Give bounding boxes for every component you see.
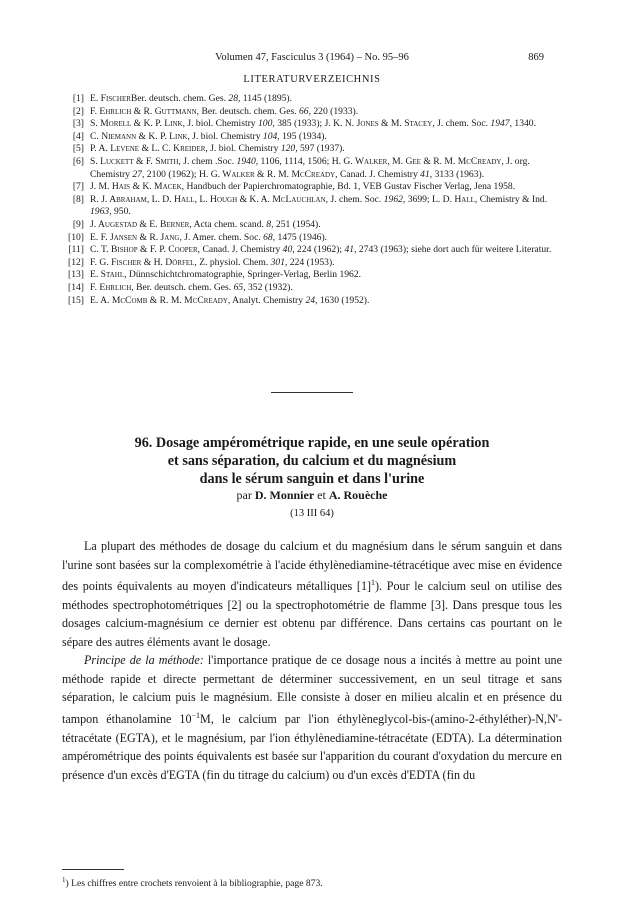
reference-authors: R. J. Abraham, L. D. Hall, L. Hough & K. A. McLauchlan [90,193,326,205]
byline [0,488,624,503]
reference-text [90,156,552,181]
reference-text [90,232,552,245]
reference-item [68,118,552,131]
reference-authors: S. Luckett & F. Smith [90,155,179,167]
reference-authors: J. M. Hais & K. Macek [90,181,182,193]
paragraph [62,537,562,651]
reference-volume: 24 [305,294,316,306]
reference-text [90,131,552,144]
reference-text [90,106,552,119]
reference-number: [13] [68,269,84,281]
reference-text [90,181,552,194]
page-number: 869 [528,52,544,63]
reference-source: , J. chem. Soc. [325,193,384,205]
reference-authors: H. G. Walker, M. Gee & R. M. McCready [331,155,502,167]
reference-text [90,257,552,270]
reference-volume: 28 [228,93,238,104]
reference-authors: C. Niemann & K. P. Link [90,130,188,142]
reference-text [90,269,552,282]
received-date: (13 III 64) [290,508,334,519]
reference-item [68,244,552,257]
footnote-divider [62,869,124,870]
reference-source: , 224 (1962); [292,244,345,256]
reference-source: , J. biol. Chemistry [205,143,281,155]
reference-source: , 1145 (1895). [238,93,293,104]
reference-source: , 220 (1933). [308,105,359,117]
reference-source: , J. biol. Chemistry [187,130,263,142]
reference-item [68,143,552,156]
reference-number: [5] [72,143,84,155]
reference-volume: 1947 [490,118,510,130]
reference-authors: H. G. Walker & R. M. McCready [199,168,336,180]
reference-number: [8] [72,193,84,205]
reference-number: [3] [72,118,84,130]
reference-number: [1] [72,93,84,104]
byline-et: et [317,488,326,502]
reference-number: [14] [68,281,84,293]
byline-par: par [236,488,252,502]
reference-text [90,219,552,232]
reference-number: [10] [68,231,84,243]
reference-authors: E. Fischer [90,93,131,104]
reference-source: , Handbuch der Papierchromatographie, Bd. 1, VEB Gustav Fischer Verlag, Jena 1958. [181,181,516,193]
reference-source: , 3133 (1963). [429,168,485,180]
reference-text [90,282,552,295]
reference-text [90,118,552,131]
reference-volume: 41 [420,168,430,180]
reference-list [68,93,552,307]
reference-number: [4] [72,130,84,142]
reference-text [90,93,552,106]
exponent: −1 [191,710,201,720]
reference-source: , 1475 (1946). [272,231,328,243]
reference-volume: 66 [298,105,309,117]
reference-source: Ber. deutsch. chem. Ges. [130,93,229,104]
reference-authors: S. Morell & K. P. Link [90,118,183,130]
reference-source: , 2743 (1963); siehe dort auch für weitere Literatur. [354,244,552,256]
reference-source: , Dünnschichtchromatographie, Springer-Verlag, Berlin 1962. [124,269,362,281]
reference-source: , J. Amer. chem. Soc. [179,231,264,243]
reference-number: [6] [72,155,84,167]
reference-source: , Ber. deutsch. chem. Ges. [131,281,234,293]
reference-authors: E. A. McComb & R. M. McCready [90,294,228,306]
article-body [62,537,562,784]
reference-source: , 1630 (1952). [315,294,370,306]
reference-number: [15] [68,294,84,306]
footnote-ref[interactable]: 1 [371,578,376,588]
paragraph-text: M, le calcium par l'ion éthylèneglycol-bis-(amino-2-éthyléther)-N,N'-tétracétate (EGTA), et le magnésium, par l'ion éthylènediamine-tétracétate (EDTA). La détermination ampérométrique des points équivalents est basée sur l'apparition du courant d'oxydation du mercure en présence d'un excès d'EGTA (fin du titrage du calcium) ou d'un excès d'EDTA (fin du [62,711,563,782]
reference-volume: 27 [132,168,142,180]
reference-volume: 8 [266,218,272,230]
reference-authors: F. G. Fischer & H. Dörfel [90,256,195,268]
reference-source: , 950. [109,206,131,218]
reference-source: , Canad. J. Chemistry [197,244,283,256]
article-title [60,435,564,488]
reference-text [90,143,552,156]
reference-source: , 3699; [402,193,432,205]
title-line: dans le sérum sanguin et dans l'urine [199,470,425,487]
reference-text [90,295,552,308]
reference-source: , 385 (1933); [272,118,325,130]
reference-source: , 1106, 1114, 1506; [255,155,332,167]
reference-item [68,106,552,119]
reference-source: , J. chem .Soc. [178,155,237,167]
reference-text [90,194,552,219]
reference-source: , Acta chem. scand. [189,218,267,230]
reference-item [68,219,552,232]
reference-volume: 104 [262,130,278,142]
reference-source: , J. org. Chemistry [90,155,530,180]
reference-authors: C. T. Bishop & F. P. Cooper [90,244,198,256]
reference-volume: 65 [233,281,244,293]
reference-source: , 195 (1934). [277,130,327,142]
footnote-marker: 1 [62,876,66,884]
reference-source: , Ber. deutsch. chem. Ges. [196,105,299,117]
reference-source: , J. biol. Chemistry [182,118,258,130]
footnote [62,876,562,889]
reference-authors: J. K. N. Jones & M. Stacey [324,118,433,130]
reference-source: , 251 (1954). [271,218,321,230]
reference-source: , Chemistry & Ind. [474,193,548,205]
title-line: et sans séparation, du calcium et du magnésium [167,452,457,469]
reference-source: , 224 (1953). [285,256,335,268]
reference-item [68,269,552,282]
title-line: 96. Dosage ampérométrique rapide, en une seule opération [134,435,490,451]
author-name: D. Monnier [254,488,315,502]
reference-source: , Z. physiol. Chem. [194,256,271,268]
paragraph-text: l'importance pratique de ce dosage nous a incités à mettre au point une méthode rapide et directe permettant de déterminer successivement, en un seul titrage et sans séparation, le calcium puis le magnésium. Elle consiste à doser en milieu alcalin et en présence du tampon éthanolamine 10 [62,653,562,726]
reference-text [90,244,552,257]
section-divider [271,392,353,393]
reference-volume: 68 [263,231,273,243]
paragraph [62,651,562,784]
reference-source: , Canad. J. Chemistry [335,168,421,180]
reference-source: , 1340. [509,118,536,130]
reference-authors: E. Stahl [90,269,125,281]
reference-authors: F. Ehrlich & R. Guttmann [90,105,197,117]
reference-item [68,156,552,181]
reference-volume: 40 [282,244,293,256]
paragraph-text: La plupart des méthodes de dosage du calcium et du magnésium dans le sérum sanguin et dans l'urine sont basées sur la complexométrie à l'acide éthylènediamine-tétracétique avec mise en évidence des points équivalents au moyen d'indicateurs métalliques [1] [62,539,562,594]
reference-volume: 100 [258,118,273,130]
references-heading: LITERATURVERZEICHNIS [243,74,381,85]
reference-item [68,93,552,106]
paragraph-text: ). Pour le calcium seul on utilise des méthodes spectrophotométriques [2] ou la spectrophotométrie de flamme [3]. Dans presque tous les dosages calcium-magnésium ce dernier est obtenu par différence. Dans certains cas pourtant on le sépare des autres éléments avant le dosage. [62,579,562,649]
reference-volume: 301 [270,256,286,268]
reference-item [68,181,552,194]
reference-number: [11] [68,244,84,256]
reference-volume: 1940 [236,155,256,167]
reference-authors: P. A. Levene & L. C. Kreider [90,143,206,155]
reference-item [68,194,552,219]
reference-source: , 2100 (1962); [141,168,199,180]
reference-authors: L. D. Hall [431,193,475,205]
reference-volume: 41 [344,244,355,256]
reference-volume: 1962 [383,193,403,205]
reference-source: , 597 (1937). [295,143,345,155]
running-title: Volumen 47, Fasciculus 3 (1964) – No. 95–96 [215,52,409,63]
reference-number: [9] [72,218,84,230]
reference-source: , J. chem. Soc. [432,118,491,130]
reference-source: , 352 (1932). [243,281,293,293]
reference-item [68,232,552,245]
footnote-text: ) Les chiffres entre crochets renvoient à la bibliographie, page 873. [65,878,323,890]
reference-number: [2] [72,105,84,117]
reference-volume: 120 [280,143,296,155]
reference-item [68,257,552,270]
reference-number: [7] [72,181,84,193]
reference-authors: E. F. Jansen & R. Jang [90,231,180,243]
reference-item [68,282,552,295]
reference-number: [12] [68,256,84,268]
author-name: A. Rouèche [328,488,388,502]
paragraph-label: Principe de la méthode: [84,653,204,668]
reference-authors: F. Ehrlich [90,281,132,293]
reference-item [68,131,552,144]
reference-source: , Analyt. Chemistry [227,294,306,306]
reference-volume: 1963 [90,206,110,218]
reference-authors: J. Augestad & E. Berner [90,218,190,230]
reference-item [68,295,552,308]
